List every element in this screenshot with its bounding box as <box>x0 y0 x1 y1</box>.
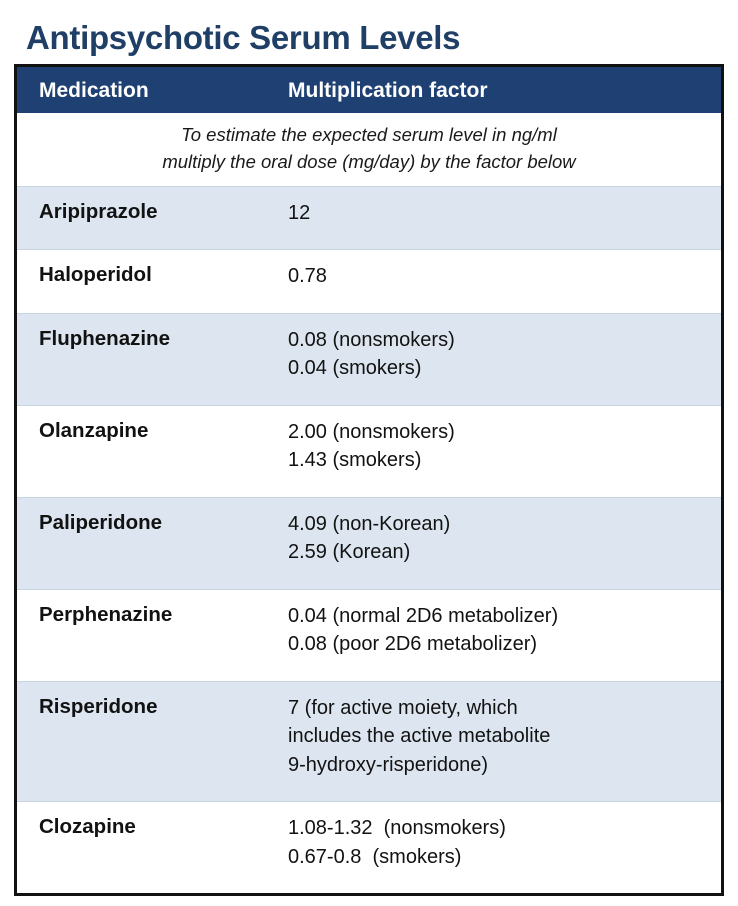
factor-line: includes the active metabolite <box>288 725 551 748</box>
medication-name: Fluphenazine <box>39 326 170 350</box>
medication-name: Aripiprazole <box>39 199 158 223</box>
medication-cell <box>17 314 282 362</box>
table-row <box>17 801 721 893</box>
factor-line: 0.08 (poor 2D6 metabolizer) <box>288 633 538 656</box>
serum-levels-table <box>14 64 724 896</box>
medication-cell <box>17 590 282 638</box>
table-row <box>17 497 721 589</box>
table-row <box>17 249 721 313</box>
medication-cell <box>17 682 282 730</box>
column-header-medication: Medication <box>39 78 149 102</box>
medication-cell <box>17 250 282 298</box>
medication-cell <box>17 406 282 454</box>
factor-cell <box>282 406 721 485</box>
factor-line: 0.08 (nonsmokers) <box>288 328 455 351</box>
factor-line: 4.09 (non-Korean) <box>288 512 451 535</box>
table-note-line-2: multiply the oral dose (mg/day) by the factor below <box>162 150 576 172</box>
table-note-line-1: To estimate the expected serum level in ng/ml <box>181 124 557 146</box>
medication-cell <box>17 187 282 235</box>
table-note <box>17 113 721 186</box>
medication-name: Paliperidone <box>39 510 163 534</box>
factor-line: 0.67-0.8 (smokers) <box>288 845 462 868</box>
table-header-row <box>17 67 721 113</box>
table-row <box>17 186 721 250</box>
page-title: Antipsychotic Serum Levels <box>26 19 461 56</box>
factor-cell <box>282 802 721 881</box>
table-row <box>17 313 721 405</box>
factor-line: 2.59 (Korean) <box>288 541 411 564</box>
table-row <box>17 589 721 681</box>
factor-cell <box>282 250 721 300</box>
factor-cell <box>282 590 721 669</box>
factor-line: 0.78 <box>288 265 327 288</box>
factor-line: 0.04 (smokers) <box>288 357 422 380</box>
factor-line: 0.04 (normal 2D6 metabolizer) <box>288 604 559 627</box>
factor-cell <box>282 682 721 789</box>
factor-line: 1.43 (smokers) <box>288 449 422 472</box>
medication-name: Olanzapine <box>39 418 149 442</box>
column-header-multiplication-factor: Multiplication factor <box>288 78 488 102</box>
table-row <box>17 681 721 801</box>
factor-line: 12 <box>288 201 311 224</box>
factor-line: 9-hydroxy-risperidone) <box>288 753 489 776</box>
medication-name: Risperidone <box>39 694 158 718</box>
medication-cell <box>17 498 282 546</box>
factor-line: 7 (for active moiety, which <box>288 696 518 719</box>
table-row <box>17 405 721 497</box>
medication-name: Clozapine <box>39 815 136 839</box>
factor-line: 1.08-1.32 (nonsmokers) <box>288 817 506 840</box>
factor-cell <box>282 187 721 237</box>
factor-cell <box>282 314 721 393</box>
medication-name: Perphenazine <box>39 602 173 626</box>
factor-cell <box>282 498 721 577</box>
factor-line: 2.00 (nonsmokers) <box>288 420 455 443</box>
medication-name: Haloperidol <box>39 263 152 287</box>
medication-cell <box>17 802 282 850</box>
